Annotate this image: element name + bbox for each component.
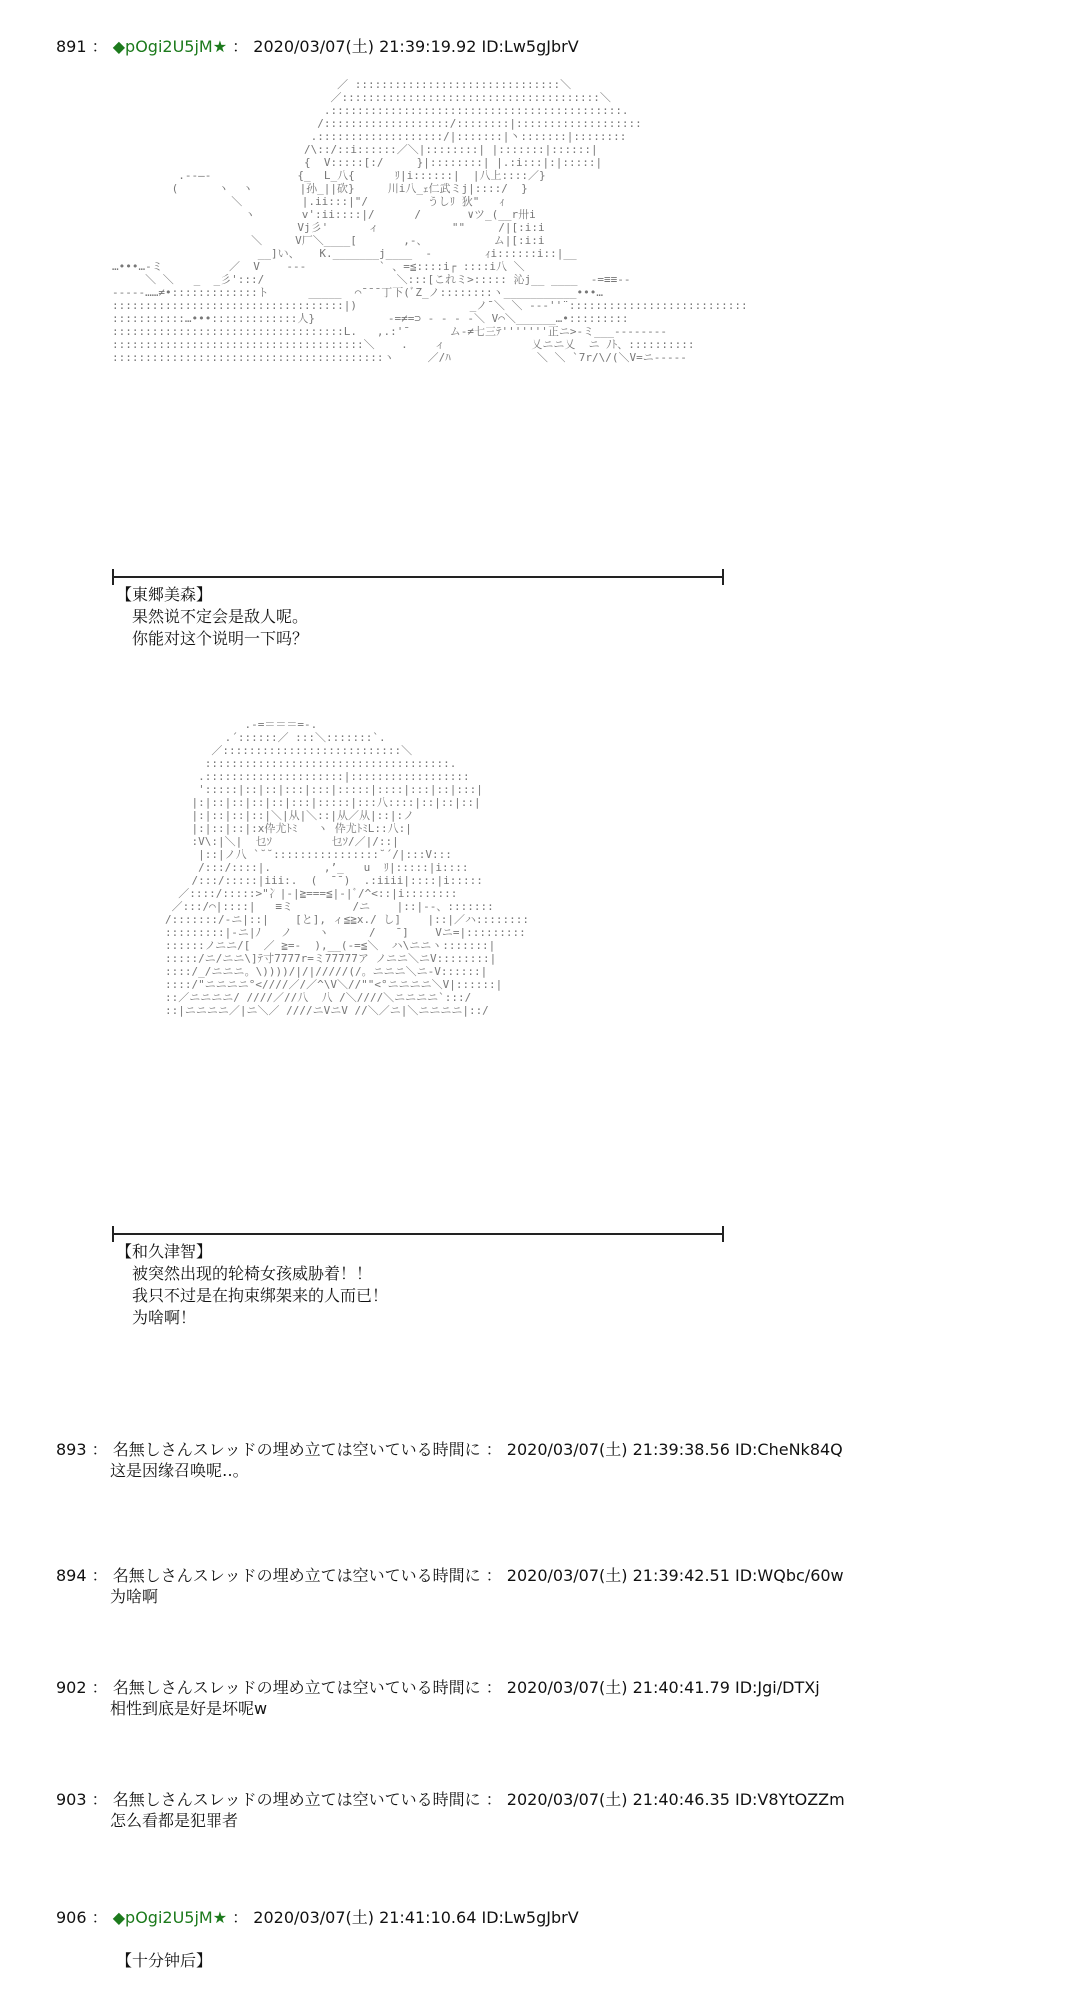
poster-id[interactable]: ID:Lw5gJbrV <box>481 37 579 56</box>
post-datetime: 2020/03/07(土) 21:40:41.79 <box>506 1678 730 1697</box>
post-separator: ： <box>485 1790 502 1809</box>
post-number: 893 <box>56 1440 87 1459</box>
post-894 <box>56 1566 1055 1608</box>
scene-divider <box>112 1233 724 1235</box>
post-body: 怎么看都是犯罪者 <box>110 1811 239 1830</box>
post-datetime: 2020/03/07(土) 21:39:42.51 <box>506 1566 730 1585</box>
speaker-name: 【和久津智】 <box>116 1242 213 1261</box>
scene-2-dialogue <box>56 1241 1055 1329</box>
dialogue-line: 被突然出现的轮椅女孩威胁着！！ <box>132 1264 373 1283</box>
ascii-art-scene-1: ／ :::::::::::::::::::::::::::::::＼ ／:::::::::::::::::::::::::::::::::::::::＼ .::::::::::::::::::::::::::::::::::::::::::::. /:::::::::::::::::::/::::::::|::::::::::::::::::: .:::::::::::::::::::/|:::::::|丶:::::::|:::::::: /\::/::i::::::／＼|::::::::| |:::::::|::::::| { V:::::[:/ }|::::::::| |.:i:::|:|:::::| .--―‐ {_ L_八{ ﾘ|i::::::| |八上::::／} ( ヽ ヽ |孙_||砍} 川i八_ｪ仁武ミj|::::/ } ＼ |.ii:::|"/ うしﾘ 狄" ｨ ヽ v':ii::::|/ / ∨ツ_(__r卅i Vj彡' ィ "" /|[:i:i ＼ V厂＼____[ ,-、 ム|[:i:i __]い、 K._______j____ ‐ ｨi::::::i::|__ …•••…‐ミ ／ V --- ` 、=≦::::i┌ ::::i八 ＼ ＼ ＼ _ _彡':::/ ＼:::[これミ>::::: 沁j__ ____ -=≡≡-‐ ‐----……≠•:::::::::::::ト _____ ⌒¯¯¯丁下(ﾞZ_ノ::::::::ヽ___________•••… :::::::::::::::::::::::::::::::::::|) _ノ¯＼ ＼ ‐‐‐''¨::::::::::::::::::::::::::: :::::::::::…•••:::::::::::::人} -=≠=⊃ - - - -＼ V⌒＼______…•::::::::: :::::::::::::::::::::::::::::::::::L. ,.:'¯ ム-≠七三ﾃ'''''''正ニ>-ミ___-------- ::::::::::::::::::::::::::::::::::::::＼ . ィ 乂ニニ乂 ニ ﾉﾄ、:::::::::: :::::::::::::::::::::::::::::::::::::::::ヽ ／/ﾊ ＼ ＼ `7r/\/(＼V=ニ-‐‐‐‐ <box>112 78 748 364</box>
post-separator: ： <box>232 37 249 56</box>
poster-trip[interactable]: ◆pOgi2U5jM <box>112 37 213 56</box>
poster-id[interactable]: ID:Jgi/DTXj <box>735 1678 820 1697</box>
post-header <box>56 37 1055 57</box>
post-header <box>56 1678 1055 1698</box>
post-number: 894 <box>56 1566 87 1585</box>
post-separator: ： <box>485 1566 502 1585</box>
post-body: 这是因缘召唤呢‥。 <box>110 1461 249 1480</box>
post-903 <box>56 1790 1055 1832</box>
poster-name: 名無しさんスレッドの埋め立ては空いている時間に <box>112 1678 481 1697</box>
post-header <box>56 1908 1055 1928</box>
post-separator: ： <box>91 1790 108 1809</box>
post-body: 为啥啊 <box>110 1587 159 1606</box>
post-body: 【十分钟后】 <box>116 1951 213 1970</box>
dialogue-line: 为啥啊！ <box>132 1308 197 1327</box>
speaker-name: 【東郷美森】 <box>116 585 213 604</box>
dialogue-line: 我只不过是在拘束绑架来的人而已！ <box>132 1286 389 1305</box>
post-902 <box>56 1678 1055 1720</box>
post-number: 903 <box>56 1790 87 1809</box>
dialogue-line: 你能对这个说明一下吗？ <box>132 629 309 648</box>
post-datetime: 2020/03/07(土) 21:41:10.64 <box>253 1908 477 1927</box>
post-separator: ： <box>91 1678 108 1697</box>
post-body: 相性到底是好是坏呢w <box>110 1699 268 1718</box>
poster-name: 名無しさんスレッドの埋め立ては空いている時間に <box>112 1790 481 1809</box>
post-893 <box>56 1440 1055 1482</box>
poster-id[interactable]: ID:Lw5gJbrV <box>481 1908 579 1927</box>
post-header <box>56 1790 1055 1810</box>
poster-trip[interactable]: ◆pOgi2U5jM <box>112 1908 213 1927</box>
poster-id[interactable]: ID:CheNk84Q <box>735 1440 843 1459</box>
scene-divider <box>112 576 724 578</box>
post-separator: ： <box>91 37 108 56</box>
post-separator: ： <box>232 1908 249 1927</box>
post-separator: ： <box>91 1908 108 1927</box>
poster-id[interactable]: ID:WQbc/60w <box>735 1566 844 1585</box>
star-icon: ★ <box>212 37 228 56</box>
post-datetime: 2020/03/07(土) 21:40:46.35 <box>506 1790 730 1809</box>
poster-name: 名無しさんスレッドの埋め立ては空いている時間に <box>112 1440 481 1459</box>
post-datetime: 2020/03/07(土) 21:39:19.92 <box>253 37 477 56</box>
dialogue-line: 果然说不定会是敌人呢。 <box>132 607 309 626</box>
post-separator: ： <box>91 1566 108 1585</box>
post-datetime: 2020/03/07(土) 21:39:38.56 <box>506 1440 730 1459</box>
post-891 <box>56 37 1055 57</box>
poster-id[interactable]: ID:V8YtOZZm <box>735 1790 845 1809</box>
poster-name: 名無しさんスレッドの埋め立ては空いている時間に <box>112 1566 481 1585</box>
scene-1-dialogue <box>56 584 1055 650</box>
post-separator: ： <box>485 1440 502 1459</box>
ascii-art-scene-2: .-=＝＝＝=-. .´::::::／ :::＼:::::::`. ／:::::::::::::::::::::::::::＼ :::::::::::::::::::::::::::::::::::::. .:::::::::::::::::::::|:::::::::::::::::: ':::::|::|::|:::|:::|:::::|::::|:::|::|:::| |:|::|::|::|::|:::|:::::|:::八::::|::|::|::| |:|::|::|::|＼|从|＼::|从／从|::|:ノ |:|::|::|:x伜尤ﾄﾐ ヽ 伜尤ﾄﾐL::八:| :V\:|＼| 乜ｿ 乜ｿ/／|/::| |::|ノ八 `˘˘::::::::::::::::˘´/|:::V::: /:::/::::|. ,’_ u ﾘ|:::::|i:::: /:::/:::::|iii:. ( ¯¯) .:iiii|::::|i::::: ／::::/:::::>"冫|-|≧===≦|-|ﾞ/^<::|i:::::::: ／:::/⌒|::::| ≡ミ /ニ |::|--、::::::: /:::::::/-ニ|::| [と], ィ≦≧x./ し] |::|／ハ:::::::: :::::::::|-ニ|ﾉ ノ ヽ / ¯] Vニ=|::::::::: ::::::ノニニ/[ ／ ≧=- ),__(-=≦＼ ハ\ニニヽ:::::::| :::::/ニ/ニニ\]ﾃ寸7777r=ミ77777ア ノニニ＼ニV::::::::| ::::/_/ニニニ。\))))/|/|/////(/。ニニニ＼ニ-V::::::| ::::/"ニニニニ°<////／/／^\V＼//""<°ニニニニ＼V|::::::| ::／ニニニニ/ ////／//八 八 /＼////＼ニニニニ`:::/ ::|ニニニニ／|ニ＼／ ////ニVニV //＼／ニ|＼ニニニニ|::/ <box>164 718 529 1017</box>
post-header <box>56 1440 1055 1460</box>
post-906 <box>56 1908 1055 1972</box>
post-number: 902 <box>56 1678 87 1697</box>
post-number: 906 <box>56 1908 87 1927</box>
post-number: 891 <box>56 37 87 56</box>
post-separator: ： <box>91 1440 108 1459</box>
star-icon: ★ <box>212 1908 228 1927</box>
post-header <box>56 1566 1055 1586</box>
post-separator: ： <box>485 1678 502 1697</box>
